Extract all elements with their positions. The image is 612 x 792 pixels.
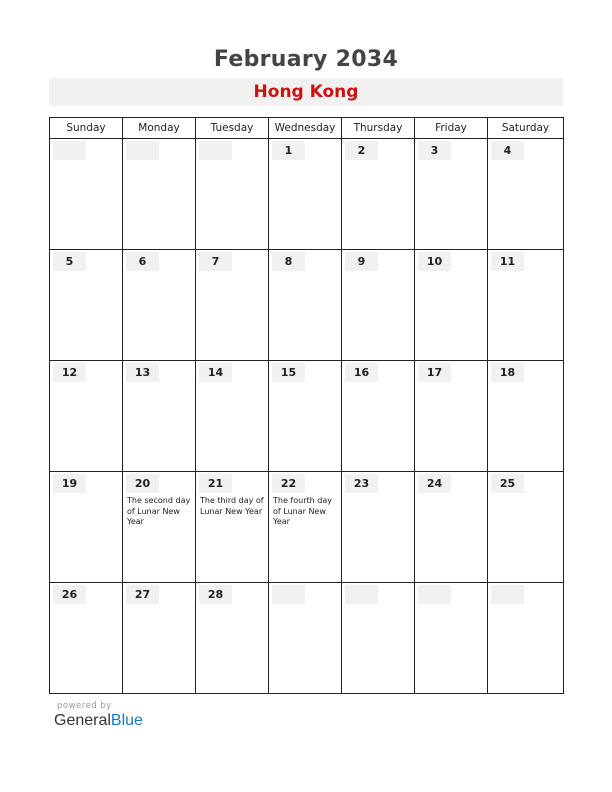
date-number: 7 <box>199 252 232 271</box>
date-number <box>126 141 159 160</box>
date-number: 27 <box>126 585 159 604</box>
weekday-header: Monday <box>123 118 196 139</box>
region-banner <box>49 78 563 106</box>
day-cell <box>196 583 269 694</box>
day-cell <box>123 361 196 472</box>
date-number: 21 <box>199 474 232 493</box>
day-cell <box>488 472 564 583</box>
day-cell <box>415 361 488 472</box>
date-number <box>53 141 86 160</box>
day-cell <box>196 139 269 250</box>
week-row <box>50 139 564 250</box>
day-cell <box>342 250 415 361</box>
region-label: Hong Kong <box>253 82 359 102</box>
day-cell <box>269 361 342 472</box>
date-number: 25 <box>491 474 524 493</box>
day-cell <box>269 139 342 250</box>
day-cell <box>50 583 123 694</box>
day-cell <box>123 139 196 250</box>
date-number: 22 <box>272 474 305 493</box>
date-number: 3 <box>418 141 451 160</box>
date-number <box>491 585 524 604</box>
day-cell <box>196 361 269 472</box>
day-cell <box>50 361 123 472</box>
day-cell <box>415 250 488 361</box>
day-cell <box>342 583 415 694</box>
page-title: February 2034 <box>213 47 399 72</box>
date-number: 1 <box>272 141 305 160</box>
weekday-header: Wednesday <box>269 118 342 139</box>
date-number: 18 <box>491 363 524 382</box>
date-number: 13 <box>126 363 159 382</box>
date-number: 5 <box>53 252 86 271</box>
date-number: 9 <box>345 252 378 271</box>
week-row <box>50 250 564 361</box>
brand-name-part1: General <box>54 712 111 729</box>
week-row <box>50 361 564 472</box>
day-cell <box>415 472 488 583</box>
date-number: 4 <box>491 141 524 160</box>
date-number: 28 <box>199 585 232 604</box>
date-number: 8 <box>272 252 305 271</box>
date-number <box>199 141 232 160</box>
day-cell <box>50 139 123 250</box>
date-number: 20 <box>126 474 159 493</box>
powered-by-label: powered by <box>57 701 112 711</box>
date-number <box>418 585 451 604</box>
day-cell <box>50 472 123 583</box>
weekday-header: Friday <box>415 118 488 139</box>
day-cell <box>196 250 269 361</box>
week-row <box>50 472 564 583</box>
day-cell <box>269 250 342 361</box>
weekday-header: Tuesday <box>196 118 269 139</box>
day-cell <box>488 250 564 361</box>
holiday-label: The second day of Lunar New Year <box>127 496 191 526</box>
date-number: 2 <box>345 141 378 160</box>
brand-name-part2: Blue <box>110 712 143 729</box>
date-number: 17 <box>418 363 451 382</box>
date-number: 26 <box>53 585 86 604</box>
date-number: 23 <box>345 474 378 493</box>
day-cell <box>269 472 342 583</box>
day-cell <box>488 583 564 694</box>
date-number: 19 <box>53 474 86 493</box>
weekday-header: Saturday <box>488 118 564 139</box>
weekday-header-row <box>50 118 564 139</box>
date-number: 12 <box>53 363 86 382</box>
date-number: 15 <box>272 363 305 382</box>
date-number: 6 <box>126 252 159 271</box>
date-number <box>272 585 305 604</box>
day-cell <box>488 139 564 250</box>
day-cell <box>415 583 488 694</box>
brand-logo[interactable] <box>54 712 143 730</box>
date-number: 14 <box>199 363 232 382</box>
day-cell <box>196 472 269 583</box>
week-row <box>50 583 564 694</box>
weekday-header: Thursday <box>342 118 415 139</box>
day-cell <box>342 361 415 472</box>
day-cell <box>342 139 415 250</box>
calendar-grid <box>49 117 564 694</box>
date-number: 16 <box>345 363 378 382</box>
day-cell <box>123 250 196 361</box>
holiday-label: The fourth day of Lunar New Year <box>273 496 332 526</box>
date-number: 11 <box>491 252 524 271</box>
day-cell <box>123 583 196 694</box>
date-number <box>345 585 378 604</box>
holiday-label: The third day of Lunar New Year <box>200 496 264 516</box>
day-cell <box>415 139 488 250</box>
day-cell <box>488 361 564 472</box>
day-cell <box>342 472 415 583</box>
date-number: 10 <box>418 252 451 271</box>
day-cell <box>123 472 196 583</box>
weekday-header: Sunday <box>50 118 123 139</box>
day-cell <box>269 583 342 694</box>
date-number: 24 <box>418 474 451 493</box>
day-cell <box>50 250 123 361</box>
